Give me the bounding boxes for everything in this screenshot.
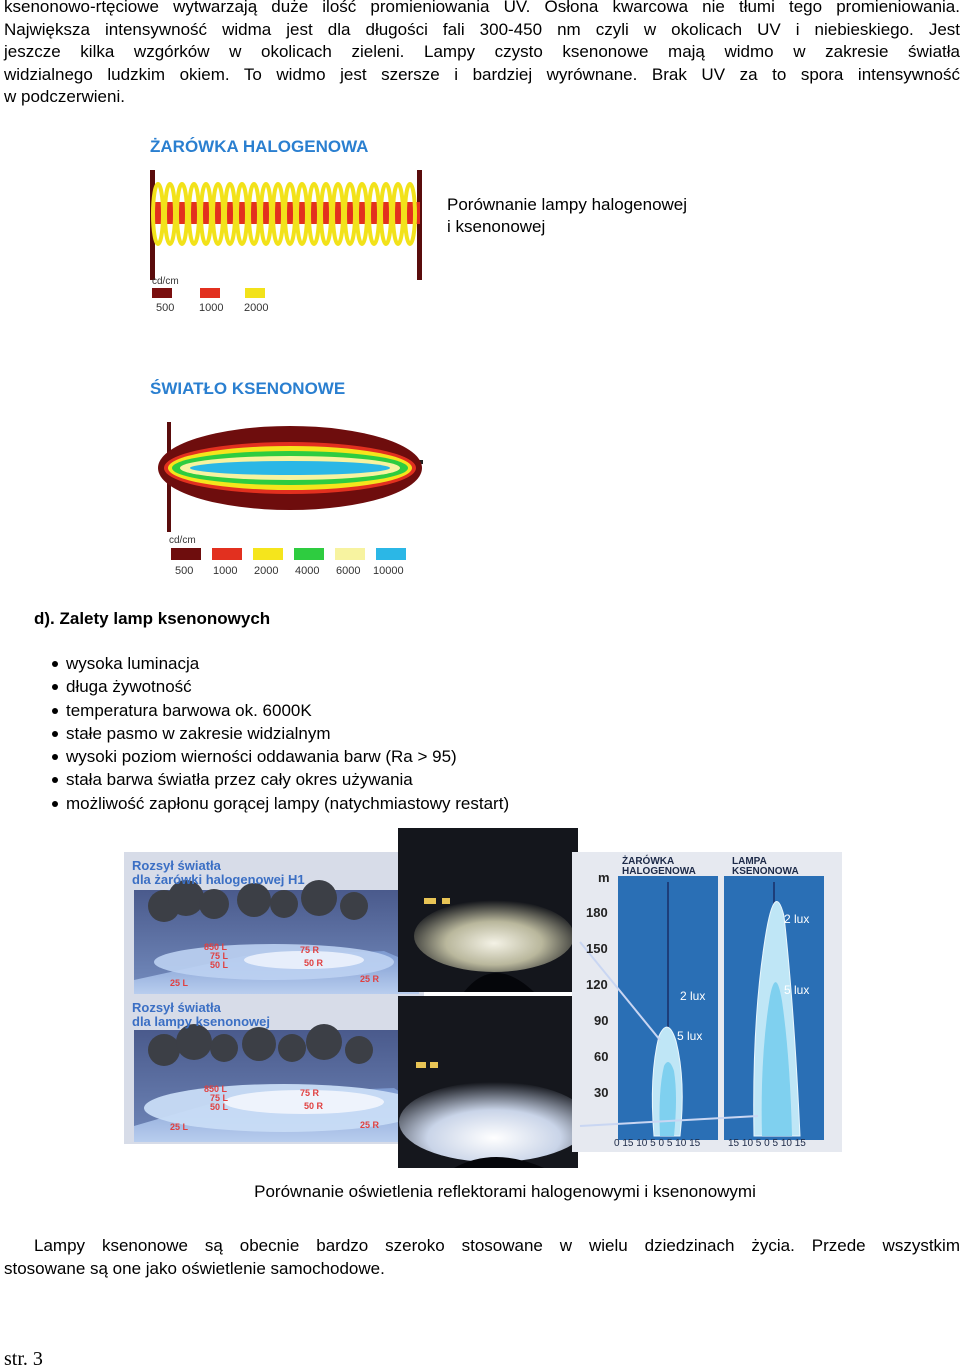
chart-col1-title: ŻARÓWKA xyxy=(622,856,675,867)
bullet-icon xyxy=(52,754,58,760)
lux-label: 2 lux xyxy=(784,912,810,926)
figure1-caption-line: Porównanie lampy halogenowej xyxy=(447,195,688,214)
lux-label: 5 lux xyxy=(784,983,810,997)
distance-tick: 180 xyxy=(586,905,608,920)
scale-swatch xyxy=(294,548,324,560)
list-item-text: wysoki poziom wierności oddawania barw (Ra > 95) xyxy=(66,747,457,767)
scale-swatch xyxy=(212,548,242,560)
figure2-caption: Porównanie oświetlenia reflektorami halogenowymi i ksenonowymi xyxy=(254,1182,756,1201)
list-item xyxy=(30,792,509,815)
scale-swatch xyxy=(253,548,283,560)
bullet-icon xyxy=(52,684,58,690)
xenon-night-photo xyxy=(398,996,589,1168)
bullet-icon xyxy=(52,661,58,667)
chart-unit: m xyxy=(598,870,610,885)
scale-swatch xyxy=(376,548,406,560)
list-item-text: temperatura barwowa ok. 6000K xyxy=(66,700,312,720)
xenon-title: ŚWIATŁO KSENONOWE xyxy=(150,379,346,398)
figure1-caption-line: i ksenonowej xyxy=(447,217,546,236)
list-item-text: stałe pasmo w zakresie widzialnym xyxy=(66,723,331,743)
chart-col2-title: LAMPA xyxy=(732,856,767,867)
chart-col2-title: KSENONOWA xyxy=(732,866,799,877)
list-item xyxy=(30,699,509,722)
scale-label: 4000 xyxy=(295,565,320,577)
scale-label: 500 xyxy=(156,302,175,314)
scale-label: 2000 xyxy=(244,302,269,314)
bottom-scale: 0 15 10 5 0 5 10 15 xyxy=(614,1138,701,1149)
intro-paragraph xyxy=(4,0,960,109)
point-label: 25 R xyxy=(360,1120,380,1130)
distance-tick: 150 xyxy=(586,941,608,956)
bottom-scale: 15 10 5 0 5 10 15 xyxy=(728,1138,806,1149)
distance-tick: 90 xyxy=(594,1013,609,1028)
halogen-title: ŻARÓWKA HALOGENOWA xyxy=(150,137,369,156)
intro-line: w podczerwieni. xyxy=(4,87,125,106)
point-label: 25 L xyxy=(170,1122,189,1132)
xenon-distribution-panel xyxy=(124,994,424,1144)
point-label: 75 R xyxy=(300,945,320,955)
halogen-unit: cd/cm xyxy=(152,276,179,287)
point-label: 50 L xyxy=(210,960,229,970)
list-item-text: wysoka luminacja xyxy=(66,654,200,673)
xenon-scale xyxy=(171,548,406,577)
scale-label: 2000 xyxy=(254,565,279,577)
scale-label: 500 xyxy=(175,565,194,577)
intro-line: ksenonowo-rtęciowe wytwarzają duże ilość promieniowania UV. Osłona kwarcowa nie tłumi tego promieniowania. xyxy=(4,0,960,16)
scale-swatch xyxy=(335,548,365,560)
list-item-text: możliwość zapłonu gorącej lampy (natychmiastowy restart) xyxy=(66,793,510,813)
outro-line: stosowane są one jako oświetlenie samochodowe. xyxy=(4,1258,385,1278)
scale-label: 1000 xyxy=(199,302,224,314)
lux-label: 5 lux xyxy=(677,1029,703,1043)
point-label: 75 L xyxy=(210,951,229,961)
xenon-arc-figure xyxy=(145,370,435,580)
scale-swatch xyxy=(171,548,201,560)
scale-label: 1000 xyxy=(213,565,238,577)
bullet-icon xyxy=(52,708,58,714)
point-label: 75 L xyxy=(210,1093,229,1103)
scale-swatch xyxy=(200,288,220,298)
figure1-caption xyxy=(447,194,687,238)
section-heading: d). Zalety lamp ksenonowych xyxy=(34,609,271,628)
point-label: 25 L xyxy=(170,978,189,988)
panel1-title-line: dla żarówki halogenowej H1 xyxy=(132,872,305,887)
point-label: 50 R xyxy=(304,958,324,968)
distance-tick: 60 xyxy=(594,1049,609,1064)
scale-label: 10000 xyxy=(373,565,404,577)
list-item-text: długa żywotność xyxy=(66,677,192,697)
panel1-title-line: Rozsył światła xyxy=(132,858,221,873)
point-label: 50 R xyxy=(304,1101,324,1111)
point-label: 50 L xyxy=(210,1102,229,1112)
point-label: 25 R xyxy=(360,974,380,984)
distance-tick: 30 xyxy=(594,1085,609,1100)
lux-label: 2 lux xyxy=(680,989,706,1003)
list-item xyxy=(30,768,509,791)
bullet-icon xyxy=(52,731,58,737)
point-label: 850 L xyxy=(204,1084,228,1094)
arc-zone-10000 xyxy=(190,461,390,475)
list-item xyxy=(30,722,509,745)
intro-line: jeszcze kilka wzgórków w okolicach zieleni. Lampy czysto ksenonowe mają widmo w zakresie światła xyxy=(4,42,960,61)
filament-right-lead xyxy=(417,170,422,280)
scale-swatch xyxy=(152,288,172,298)
list-item xyxy=(30,675,509,698)
advantages-list xyxy=(30,652,509,815)
panel2-title-line: Rozsył światła xyxy=(132,1000,221,1015)
list-item-text: stała barwa światła przez cały okres używania xyxy=(66,770,413,790)
scale-label: 6000 xyxy=(336,565,361,577)
distance-tick: 120 xyxy=(586,977,608,992)
bullet-icon xyxy=(52,801,58,807)
intro-line: widzialnego ludzkim okiem. To widmo jest szersze i bardziej wyrównane. Brak UV za to spora intensywność xyxy=(4,64,960,84)
list-item xyxy=(30,745,509,768)
point-label: 850 L xyxy=(204,942,228,952)
halogen-distribution-panel xyxy=(124,852,424,994)
point-label: 75 R xyxy=(300,1088,320,1098)
halogen-scale xyxy=(152,288,268,314)
outro-paragraph xyxy=(4,1235,960,1280)
halogen-night-photo xyxy=(398,828,578,992)
xenon-unit: cd/cm xyxy=(169,535,196,546)
bullet-icon xyxy=(52,777,58,783)
chart-col1-title: HALOGENOWA xyxy=(622,866,696,877)
outro-line: Lampy ksenonowe są obecnie bardzo szeroko stosowane w wielu dziedzinach życia. Przede wszystkim xyxy=(34,1236,960,1255)
list-item xyxy=(30,652,509,675)
halogen-filament-figure xyxy=(140,130,440,320)
scale-swatch xyxy=(245,288,265,298)
panel2-title-line: dla lampy ksenonowej xyxy=(132,1014,270,1029)
intro-line: Największa intensywność widma jest dla długości fali 300-450 nm czyli w okolicach UV i niebieskiego. Jest xyxy=(4,19,960,39)
page-number: str. 3 xyxy=(4,1348,43,1370)
beam-range-chart xyxy=(572,852,842,1152)
headlight-comparison-figure xyxy=(124,826,842,1170)
